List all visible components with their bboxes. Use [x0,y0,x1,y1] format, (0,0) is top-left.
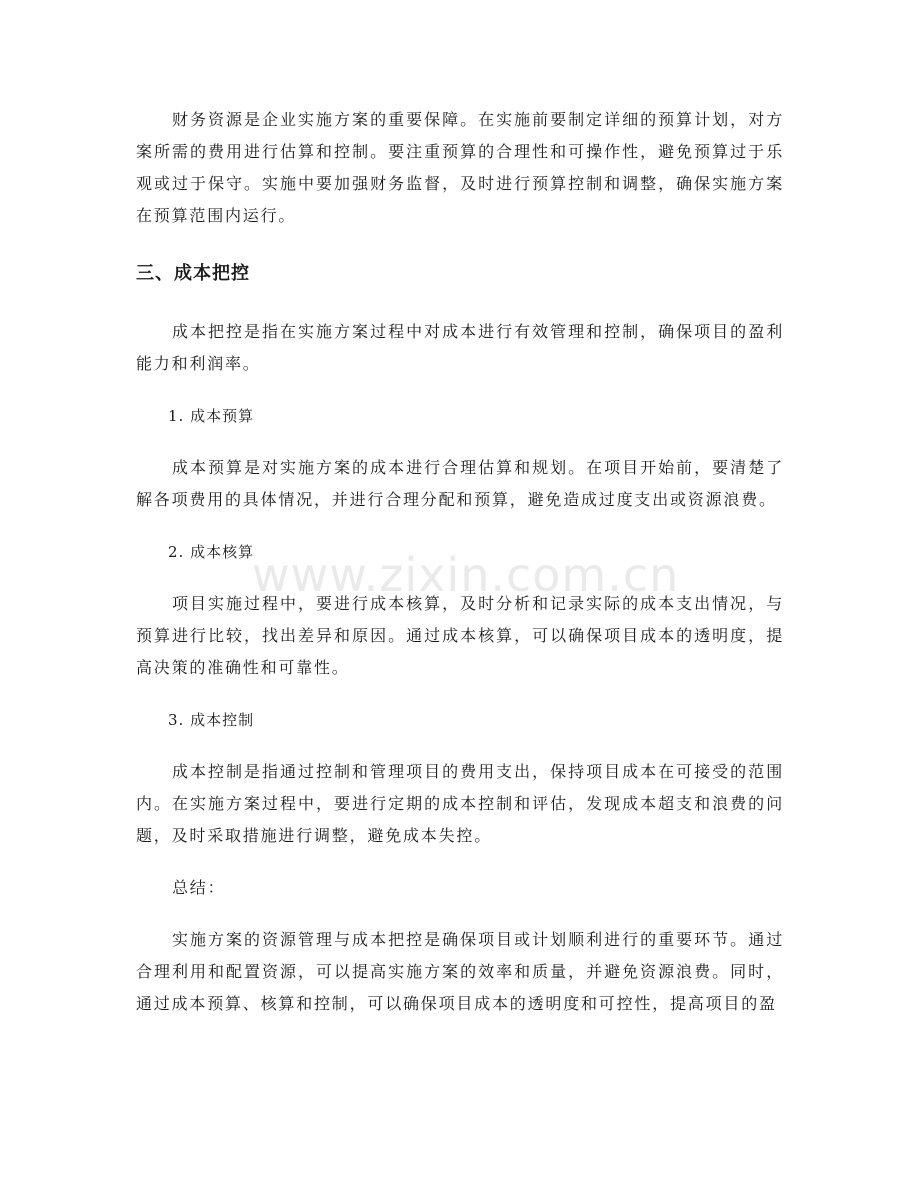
subheading-cost-accounting: 2. 成本核算 [168,543,255,561]
document-body [136,104,784,1020]
summary-label: 总结： [172,878,226,897]
paragraph-summary: 实施方案的资源管理与成本把控是确保项目或计划顺利进行的重要环节。通过合理利用和配置资源，可以提高实施方案的效率和质量，并避免资源浪费。同时，通过成本预算、核算和控制，可以确保项目成本的透明度和可控性，提高项目的盈 [136,930,784,1013]
paragraph-cost-control: 成本控制是指通过控制和管理项目的费用支出，保持项目成本在可接受的范围内。在实施方案过程中，要进行定期的成本控制和评估，发现成本超支和浪费的问题，及时采取措施进行调整，避免成本失控。 [136,762,784,845]
paragraph-finance: 财务资源是企业实施方案的重要保障。在实施前要制定详细的预算计划，对方案所需的费用进行估算和控制。要注重预算的合理性和可操作性，避免预算过于乐观或过于保守。实施中要加强财务监督，及时进行预算控制和调整，确保实施方案在预算范围内运行。 [136,110,784,225]
paragraph-section-intro: 成本把控是指在实施方案过程中对成本进行有效管理和控制，确保项目的盈利能力和利润率。 [136,322,784,373]
paragraph-cost-accounting: 项目实施过程中，要进行成本核算，及时分析和记录实际的成本支出情况，与预算进行比较，找出差异和原因。通过成本核算，可以确保项目成本的透明度，提高决策的准确性和可靠性。 [136,594,784,677]
subheading-cost-control: 3. 成本控制 [168,711,255,729]
section-heading-cost-control: 三、成本把控 [136,263,250,284]
paragraph-cost-budget: 成本预算是对实施方案的成本进行合理估算和规划。在项目开始前，要清楚了解各项费用的具体情况，并进行合理分配和预算，避免造成过度支出或资源浪费。 [136,458,784,509]
watermark: www.zixin.com.cn [252,548,680,602]
subheading-cost-budget: 1. 成本预算 [168,407,255,425]
